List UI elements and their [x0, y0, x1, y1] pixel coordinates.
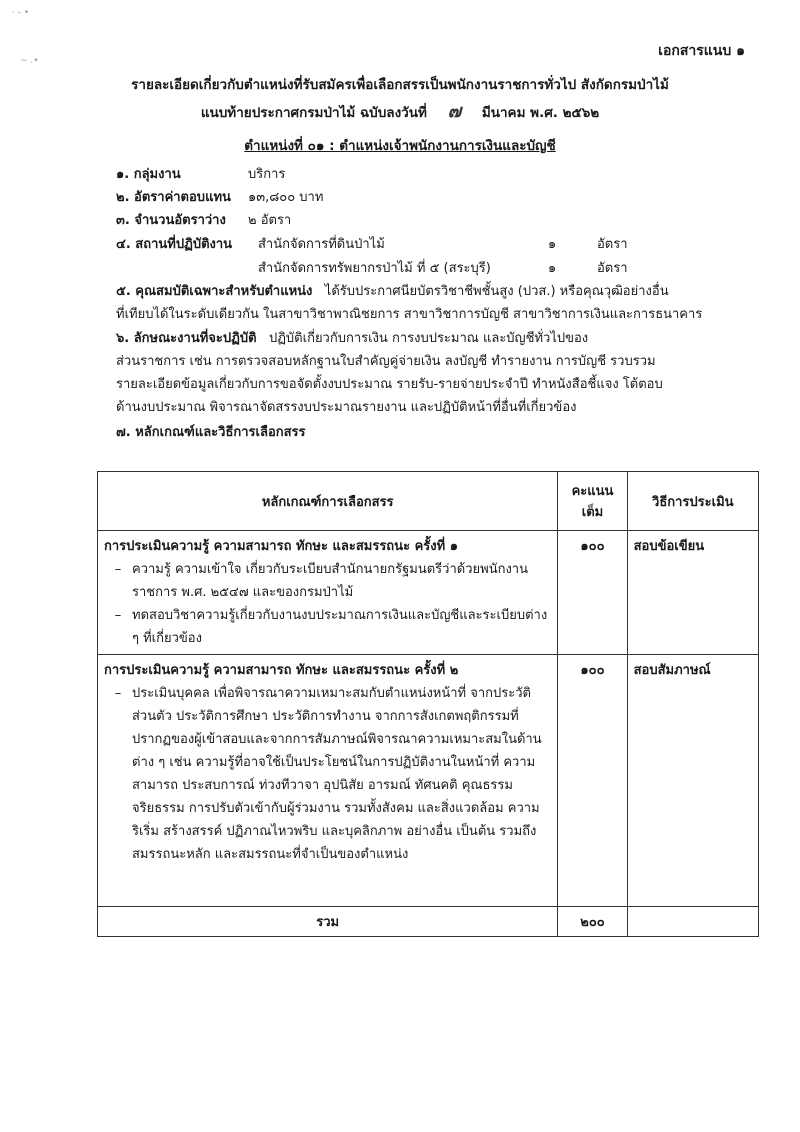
criteria-cell	[98, 531, 558, 655]
total-label: รวม	[98, 907, 558, 937]
total-method-cell	[627, 907, 758, 937]
duty-text: ส่วนราชการ เช่น การตรวจสอบหลักฐานใบสำคัญคู่จ่ายเงิน ลงบัญชี ทำรายงาน การบัญชี รวบรวม	[116, 354, 656, 369]
duty-paragraph	[116, 327, 721, 419]
workplace-label: ๔. สถานที่ปฏิบัติงาน	[116, 237, 233, 252]
pay-label: ๒. อัตราค่าตอบแทน	[116, 190, 231, 205]
criteria-table	[97, 471, 759, 937]
table-row	[98, 531, 759, 655]
column-header-score: คะแนน เต็ม	[558, 472, 627, 531]
duty-text: ปฏิบัติเกี่ยวกับการเงิน การงบประมาณ และบัญชีทั่วไปของ	[268, 331, 589, 346]
list-item: – ประเมินบุคคล เพื่อพิจารณาความเหมาะสมกับตำแหน่งหน้าที่ จากประวัติส่วนตัว ประวัติการศึกษา ประวัติการทำงาน จากการสังเกตพฤติกรรมที่ปรากฏของผู้เข้าสอบและจากการสัมภาษณ์พิจารณาความเหมาะสมในด้านต่าง ๆ เช่น ความรู้ที่อาจใช้เป็นประโยชน์ในการปฏิบัติงานในหน้าที่ ความสามารถ ประสบการณ์ ท่วงทีวาจา อุปนิสัย อารมณ์ ทัศนคติ คุณธรรม จริยธรรม การปรับตัวเข้ากับผู้ร่วมงาน รวมทั้งสังคม และสิ่งแวดล้อม ความริเริ่ม สร้างสรรค์ ปฏิภาณไหวพริบ และบุคลิกภาพ อย่างอื่น เป็นต้น รวมถึงสมรรถนะหลัก และสมรรถนะที่จำเป็นของตำแหน่ง	[114, 686, 542, 862]
qualification-paragraph	[116, 280, 721, 326]
vacancy-label: ๓. จำนวนอัตราว่าง	[116, 213, 226, 228]
document-title-line2	[0, 96, 800, 125]
announcement-prefix: แนบท้ายประกาศกรมป่าไม้ ฉบับลงวันที่	[200, 105, 427, 121]
pay-value: ๑๓,๘๐๐ บาท	[248, 190, 324, 205]
handwritten-day: ๗	[447, 101, 462, 122]
document-title-line1: รายละเอียดเกี่ยวกับตำแหน่งที่รับสมัครเพื่อเลือกสรรเป็นพนักงานราชการทั่วไป สังกัดกรมป่าไม้	[131, 77, 669, 93]
table-row	[98, 655, 759, 907]
criteria-cell	[98, 655, 558, 907]
list-item: – ทดสอบวิชาความรู้เกี่ยวกับงานงบประมาณการเงินและบัญชีและระเบียบต่าง ๆ ที่เกี่ยวข้อง	[114, 608, 548, 646]
score-cell: ๑๐๐	[558, 655, 627, 907]
workplace-count: ๑	[548, 261, 557, 276]
criteria-heading: การประเมินความรู้ ความสามารถ ทักษะ และสมรรถนะ ครั้งที่ ๒	[104, 663, 459, 678]
scan-mark: ~ .•	[20, 56, 39, 66]
workplace-name: สำนักจัดการทรัพยากรป่าไม้ ที่ ๕ (สระบุรี)	[258, 261, 491, 276]
method-cell: สอบข้อเขียน	[627, 531, 758, 655]
duty-text: รายละเอียดข้อมูลเกี่ยวกับการขอจัดตั้งงบประมาณ รายรับ-รายจ่ายประจำปี ทำหนังสือชี้แจง โต้ตอบ	[116, 377, 663, 392]
announcement-date: มีนาคม พ.ศ. ๒๕๖๒	[481, 105, 600, 121]
criteria-heading: การประเมินความรู้ ความสามารถ ทักษะ และสมรรถนะ ครั้งที่ ๑	[104, 539, 458, 554]
duty-text: ด้านงบประมาณ พิจารณาจัดสรรงบประมาณรายงาน และปฏิบัติหน้าที่อื่นที่เกี่ยวข้อง	[116, 400, 577, 415]
method-cell: สอบสัมภาษณ์	[627, 655, 758, 907]
column-header-criteria: หลักเกณฑ์การเลือกสรร	[98, 472, 558, 531]
group-value: บริการ	[248, 167, 286, 182]
qualification-label: ๕. คุณสมบัติเฉพาะสำหรับตำแหน่ง	[116, 284, 313, 299]
table-header-row	[98, 472, 759, 531]
criteria-label: ๗. หลักเกณฑ์และวิธีการเลือกสรร	[116, 425, 306, 440]
list-item: – ความรู้ ความเข้าใจ เกี่ยวกับระเบียบสำนักนายกรัฐมนตรีว่าด้วยพนักงานราชการ พ.ศ. ๒๕๔๗ และของกรมป่าไม้	[114, 562, 528, 600]
attachment-reference: เอกสารแนบ ๑	[658, 43, 745, 59]
total-row	[98, 907, 759, 937]
total-score: ๒๐๐	[558, 907, 627, 937]
workplace-count: ๑	[548, 237, 557, 252]
score-cell: ๑๐๐	[558, 531, 627, 655]
workplace-unit: อัตรา	[597, 237, 628, 252]
position-heading: ตำแหน่งที่ ๐๑ : ตำแหน่งเจ้าพนักงานการเงินและบัญชี	[244, 138, 556, 154]
workplace-unit: อัตรา	[597, 261, 628, 276]
vacancy-value: ๒ อัตรา	[248, 213, 292, 228]
workplace-name: สำนักจัดการที่ดินป่าไม้	[258, 237, 385, 252]
qualification-text: ที่เทียบได้ในระดับเดียวกัน ในสาขาวิชาพาณิชยการ สาขาวิชาการบัญชี สาขาวิชาการเงินและการธนาคาร	[116, 307, 703, 322]
duty-label: ๖. ลักษณะงานที่จะปฏิบัติ	[116, 331, 257, 346]
group-label: ๑. กลุ่มงาน	[116, 167, 181, 182]
column-header-method: วิธีการประเมิน	[627, 472, 758, 531]
qualification-text: ได้รับประกาศนียบัตรวิชาชีพชั้นสูง (ปวส.) หรือคุณวุฒิอย่างอื่น	[324, 284, 669, 299]
scan-mark: · - •	[12, 8, 30, 18]
